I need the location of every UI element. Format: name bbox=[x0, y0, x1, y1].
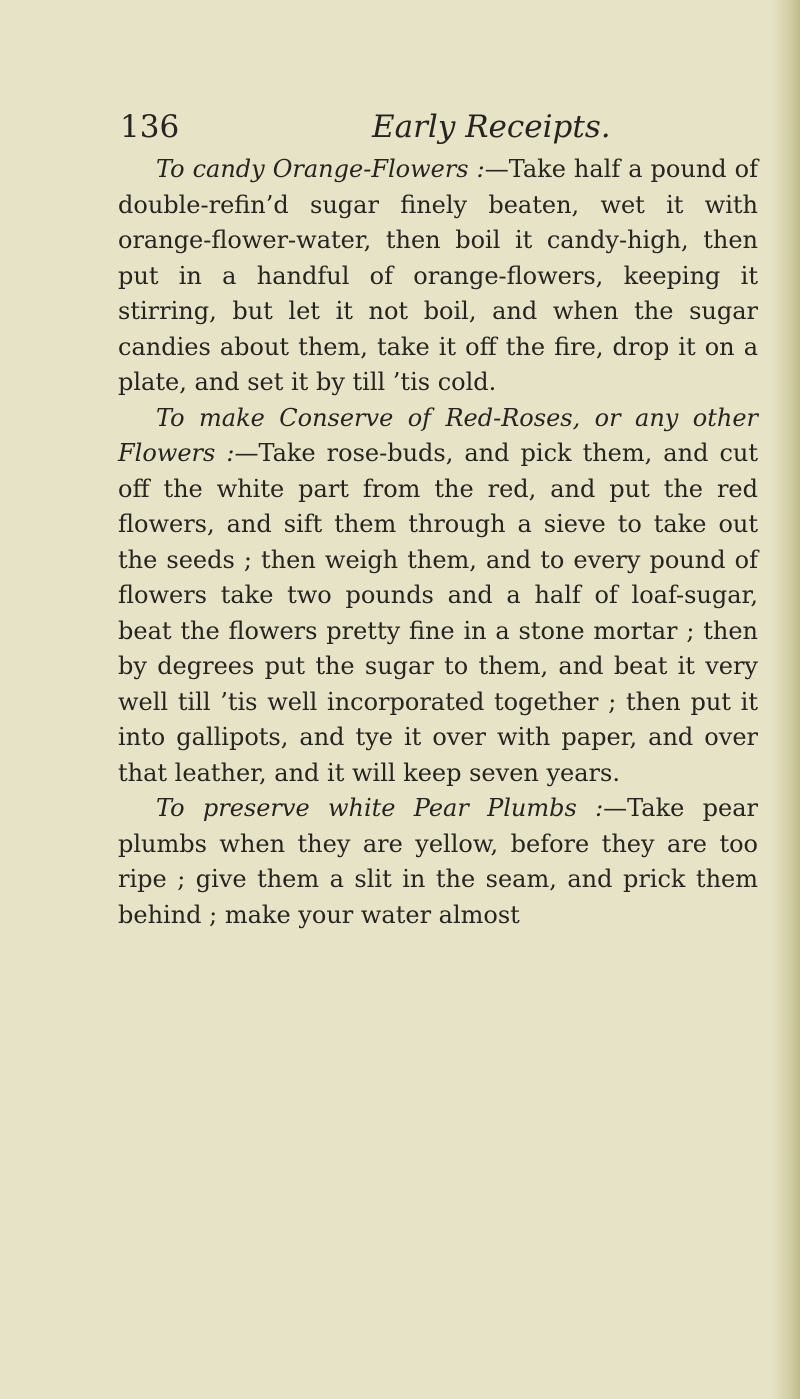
recipe-body: —Take half a pound of double-refin’d sugar finely beaten, wet it with orange-flower-water, then boil it candy-high, then put in a handful of orange-flowers, keeping it stirring, but let it not boil, and when the sugar candies about them, take it off the fire, drop it on a plate, and set it by till ’tis cold. bbox=[118, 155, 758, 396]
recipe-body: —Take pear plumbs when they are yellow, before they are too ripe ; give them a slit in the seam, and prick them behind ; make your water almost bbox=[118, 794, 758, 929]
running-title: Early Receipts. bbox=[372, 109, 611, 145]
recipe-text bbox=[118, 152, 758, 933]
recipe-body: —Take rose-buds, and pick them, and cut off the white part from the red, and put the red flowers, and sift them through a sieve to take out the seeds ; then weigh them, and to every pound of flowers take two pounds and a half of loaf-sugar, beat the flowers pretty fine in a stone mortar ; then by degrees put the sugar to them, and beat it very well till ’tis well incorporated together ; then put it into gallipots, and tye it over with paper, and over that leather, and it will keep seven years. bbox=[118, 439, 759, 787]
recipe-paragraph bbox=[118, 152, 758, 401]
recipe-title: To preserve white Pear Plumbs : bbox=[156, 794, 604, 822]
recipe-paragraph bbox=[118, 401, 758, 792]
recipe-title: To candy Orange-Flowers : bbox=[156, 155, 485, 183]
recipe-title: To make Conserve of Red-Roses, or any other Flowers : bbox=[118, 403, 758, 467]
running-head bbox=[120, 103, 760, 151]
page-edge-shadow bbox=[772, 0, 800, 1399]
page-number: 136 bbox=[120, 109, 180, 145]
recipe-paragraph bbox=[118, 791, 758, 933]
